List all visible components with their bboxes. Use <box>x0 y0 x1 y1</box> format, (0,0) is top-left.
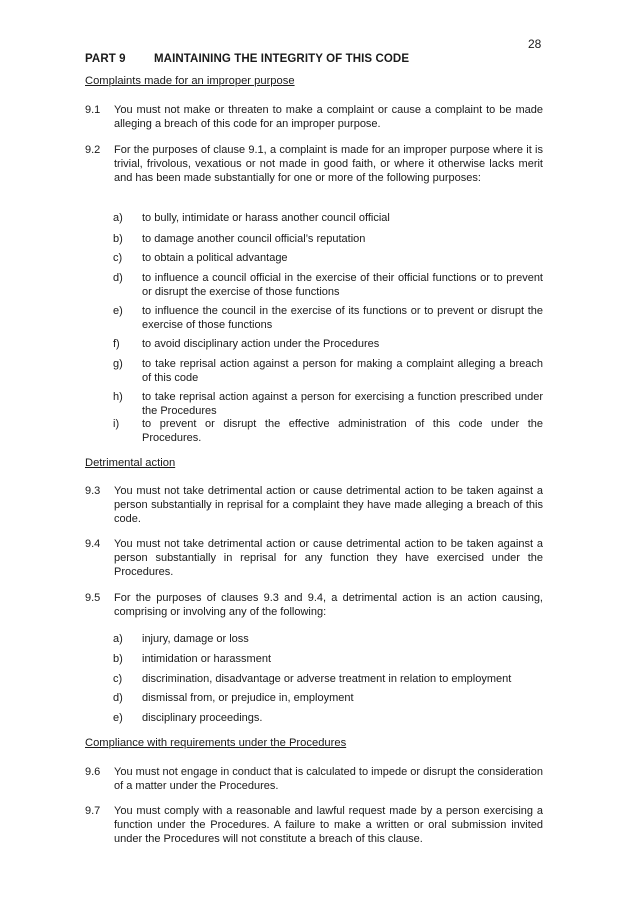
section-heading-compliance: Compliance with requirements under the Procedures <box>85 737 347 749</box>
clause-text: You must not engage in conduct that is calculated to impede or disrupt the consideration of a matter under the Procedures. <box>114 766 543 792</box>
section-heading-complaints: Complaints made for an improper purpose <box>85 75 295 87</box>
clause-number: 9.3 <box>85 485 101 497</box>
list-item <box>113 673 543 687</box>
clause-text: You must not make or threaten to make a complaint or cause a complaint to be made alleging a breach of this code for an improper purpose. <box>114 104 543 130</box>
list-item <box>113 233 543 247</box>
clause-9-5 <box>85 591 543 619</box>
list-item-marker: i) <box>113 418 120 430</box>
part-heading: MAINTAINING THE INTEGRITY OF THIS CODE <box>154 53 410 65</box>
clause-9-4 <box>85 537 543 579</box>
clause-text: You must not take detrimental action or cause detrimental action to be taken against a person substantially in reprisal for a complaint they have made alleging a breach of this code. <box>114 485 543 525</box>
clause-text: You must comply with a reasonable and lawful request made by a person exercising a function under the Procedures. A failure to make a written or oral submission invited under the Procedures will not constitute a breach of this clause. <box>114 805 543 845</box>
list-item <box>113 358 543 385</box>
list-item-text: disciplinary proceedings. <box>142 712 263 724</box>
list-item <box>113 653 543 667</box>
list-item <box>113 305 543 332</box>
list-item <box>113 418 543 445</box>
clause-number: 9.4 <box>85 538 101 550</box>
clause-number: 9.6 <box>85 766 101 778</box>
list-item-text: to influence a council official in the exercise of their official functions or to prevent or disrupt the exercise of those functions <box>142 272 543 298</box>
list-item-text: to prevent or disrupt the effective administration of this code under the Procedures. <box>142 418 543 444</box>
clause-number: 9.5 <box>85 592 101 604</box>
part-title <box>85 53 409 65</box>
list-item-text: injury, damage or loss <box>142 633 249 645</box>
list-item-marker: g) <box>113 358 123 370</box>
list-item-text: to take reprisal action against a person for making a complaint alleging a breach of this code <box>142 358 543 384</box>
list-item-marker: h) <box>113 391 123 403</box>
clause-9-1 <box>85 103 543 131</box>
list-item-text: intimidation or harassment <box>142 653 272 665</box>
page-number: 28 <box>528 37 542 51</box>
clause-text: For the purposes of clause 9.1, a complaint is made for an improper purpose where it is trivial, frivolous, vexatious or not made in good faith, or where it otherwise lacks merit and has been made substantially for one or more of the following purposes: <box>114 144 543 184</box>
section-heading-detrimental: Detrimental action <box>85 457 176 469</box>
clause-9-6 <box>85 765 543 793</box>
list-item <box>113 272 543 299</box>
list-item-marker: b) <box>113 233 123 245</box>
list-item <box>113 212 543 226</box>
list-item-text: to damage another council official’s reputation <box>142 233 366 245</box>
list-item-marker: e) <box>113 305 123 317</box>
list-item-marker: b) <box>113 653 123 665</box>
list-item <box>113 712 543 726</box>
list-item-text: to obtain a political advantage <box>142 252 288 264</box>
list-item <box>113 391 543 418</box>
list-item-text: to avoid disciplinary action under the Procedures <box>142 338 380 350</box>
clause-number: 9.7 <box>85 805 101 817</box>
list-item-marker: d) <box>113 692 123 704</box>
list-item-text: to influence the council in the exercise of its functions or to prevent or disrupt the exercise of those functions <box>142 305 543 331</box>
clause-9-2 <box>85 143 543 185</box>
list-item-text: dismissal from, or prejudice in, employment <box>142 692 354 704</box>
list-item-marker: f) <box>113 338 120 350</box>
list-item <box>113 692 543 706</box>
clause-9-3 <box>85 484 543 526</box>
list-item-text: to take reprisal action against a person for exercising a function prescribed under the Procedures <box>142 391 543 417</box>
part-number: PART 9 <box>85 53 126 65</box>
list-item-marker: a) <box>113 633 123 645</box>
clause-9-7 <box>85 804 543 846</box>
list-item <box>113 633 543 647</box>
clause-text: You must not take detrimental action or cause detrimental action to be taken against a person substantially in reprisal for any function they have exercised under the Procedures. <box>114 538 543 578</box>
list-item-marker: c) <box>113 252 123 264</box>
list-item-text: discrimination, disadvantage or adverse treatment in relation to employment <box>142 673 512 685</box>
list-item-marker: c) <box>113 673 123 685</box>
list-item <box>113 338 543 352</box>
list-item-marker: d) <box>113 272 123 284</box>
list-item-text: to bully, intimidate or harass another council official <box>142 212 390 224</box>
list-item-marker: a) <box>113 212 123 224</box>
list-item-marker: e) <box>113 712 123 724</box>
list-item <box>113 252 543 266</box>
clause-number: 9.2 <box>85 144 101 156</box>
clause-text: For the purposes of clauses 9.3 and 9.4, a detrimental action is an action causing, comprising or involving any of the following: <box>114 592 543 618</box>
clause-number: 9.1 <box>85 104 101 116</box>
